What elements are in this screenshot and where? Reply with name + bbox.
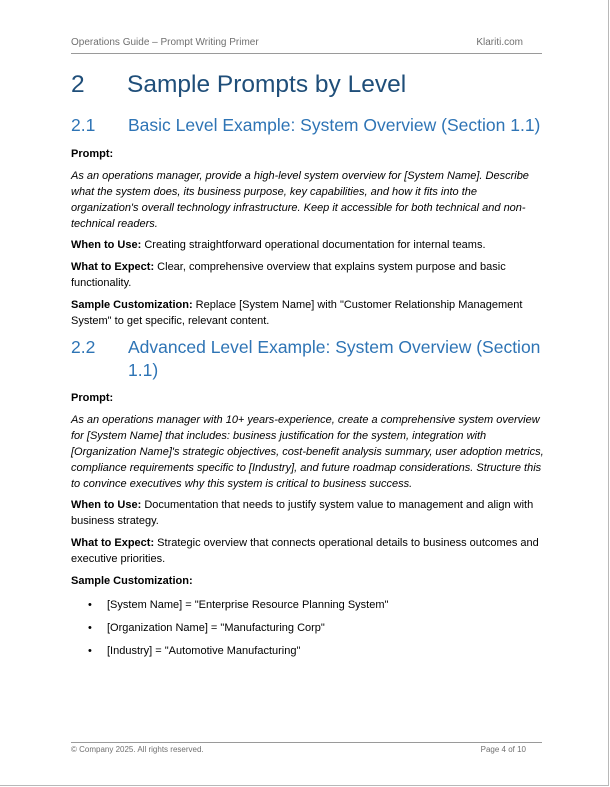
bullet-icon: •	[88, 622, 92, 635]
page-footer	[71, 745, 526, 754]
custom-label-basic: Sample Customization:	[71, 299, 193, 312]
header-doc-title: Operations Guide – Prompt Writing Primer	[71, 37, 259, 48]
list-item	[71, 620, 546, 636]
subsection-title-basic: Basic Level Example: System Overview (Section 1.1)	[128, 115, 541, 136]
footer-page-number: Page 4 of 10	[480, 745, 526, 754]
what-to-expect-basic	[71, 259, 546, 291]
section-title: Sample Prompts by Level	[127, 71, 407, 98]
expect-label-advanced: What to Expect:	[71, 537, 155, 550]
expect-label-basic: What to Expect:	[71, 261, 155, 274]
customization-list	[71, 597, 546, 659]
subsection-title-advanced: Advanced Level Example: System Overview (Section 1.1)	[128, 337, 541, 381]
when-label-advanced: When to Use:	[71, 499, 142, 512]
subsection-heading-advanced	[71, 336, 546, 382]
list-item	[71, 597, 546, 613]
footer-copyright: © Company 2025. All rights reserved.	[71, 745, 204, 754]
when-to-use-basic	[71, 237, 546, 253]
what-to-expect-advanced	[71, 535, 546, 567]
header-site: Klariti.com	[476, 37, 523, 48]
when-text-basic: Creating straightforward operational documentation for internal teams.	[141, 239, 486, 252]
footer-rule	[71, 742, 542, 743]
when-label-basic: When to Use:	[71, 239, 142, 252]
list-item-text: [Industry] = "Automotive Manufacturing"	[107, 645, 301, 658]
list-item-text: [System Name] = "Enterprise Resource Planning System"	[107, 599, 389, 612]
page-content	[71, 62, 546, 666]
header-rule	[71, 53, 542, 54]
bullet-icon: •	[88, 599, 92, 612]
list-item	[71, 643, 546, 659]
prompt-text-advanced: As an operations manager with 10+ years-experience, create a comprehensive system overview for [System Name] that includes: business justification for the system, integration with [Organization Name]'s strategic objectives, cost-benefit analysis summary, user adoption metrics, compliance requirements specific to [Industry], and future roadmap considerations. Structure this to convince executives why this system is critical to business success.	[71, 414, 544, 491]
page-header	[71, 37, 523, 48]
section-heading	[71, 70, 546, 99]
prompt-label-advanced: Prompt:	[71, 392, 114, 405]
when-to-use-advanced	[71, 497, 546, 529]
expect-text-advanced: Strategic overview that connects operational details to business outcomes and executive priorities.	[71, 537, 539, 566]
subsection-number-basic: 2.1	[71, 115, 96, 136]
list-item-text: [Organization Name] = "Manufacturing Corp"	[107, 622, 325, 635]
section-number: 2	[71, 71, 85, 98]
prompt-label-basic: Prompt:	[71, 148, 114, 161]
subsection-number-advanced: 2.2	[71, 337, 96, 358]
subsection-heading-basic	[71, 114, 546, 137]
when-text-advanced: Documentation that needs to justify system value to management and align with business strategy.	[71, 499, 534, 528]
prompt-text-basic: As an operations manager, provide a high-level system overview for [System Name]. Describe what the system does, its business purpose, key capabilities, and how it fits into the organization's overall technology infrastructure. Keep it accessible for both technical and non-technical readers.	[71, 170, 529, 231]
custom-text-basic: Replace [System Name] with "Customer Relationship Management System" to get specific, relevant content.	[71, 299, 523, 328]
expect-text-basic: Clear, comprehensive overview that explains system purpose and basic functionality.	[71, 261, 506, 290]
sample-customization-basic	[71, 297, 546, 329]
custom-label-advanced: Sample Customization:	[71, 575, 193, 588]
bullet-icon: •	[88, 645, 92, 658]
